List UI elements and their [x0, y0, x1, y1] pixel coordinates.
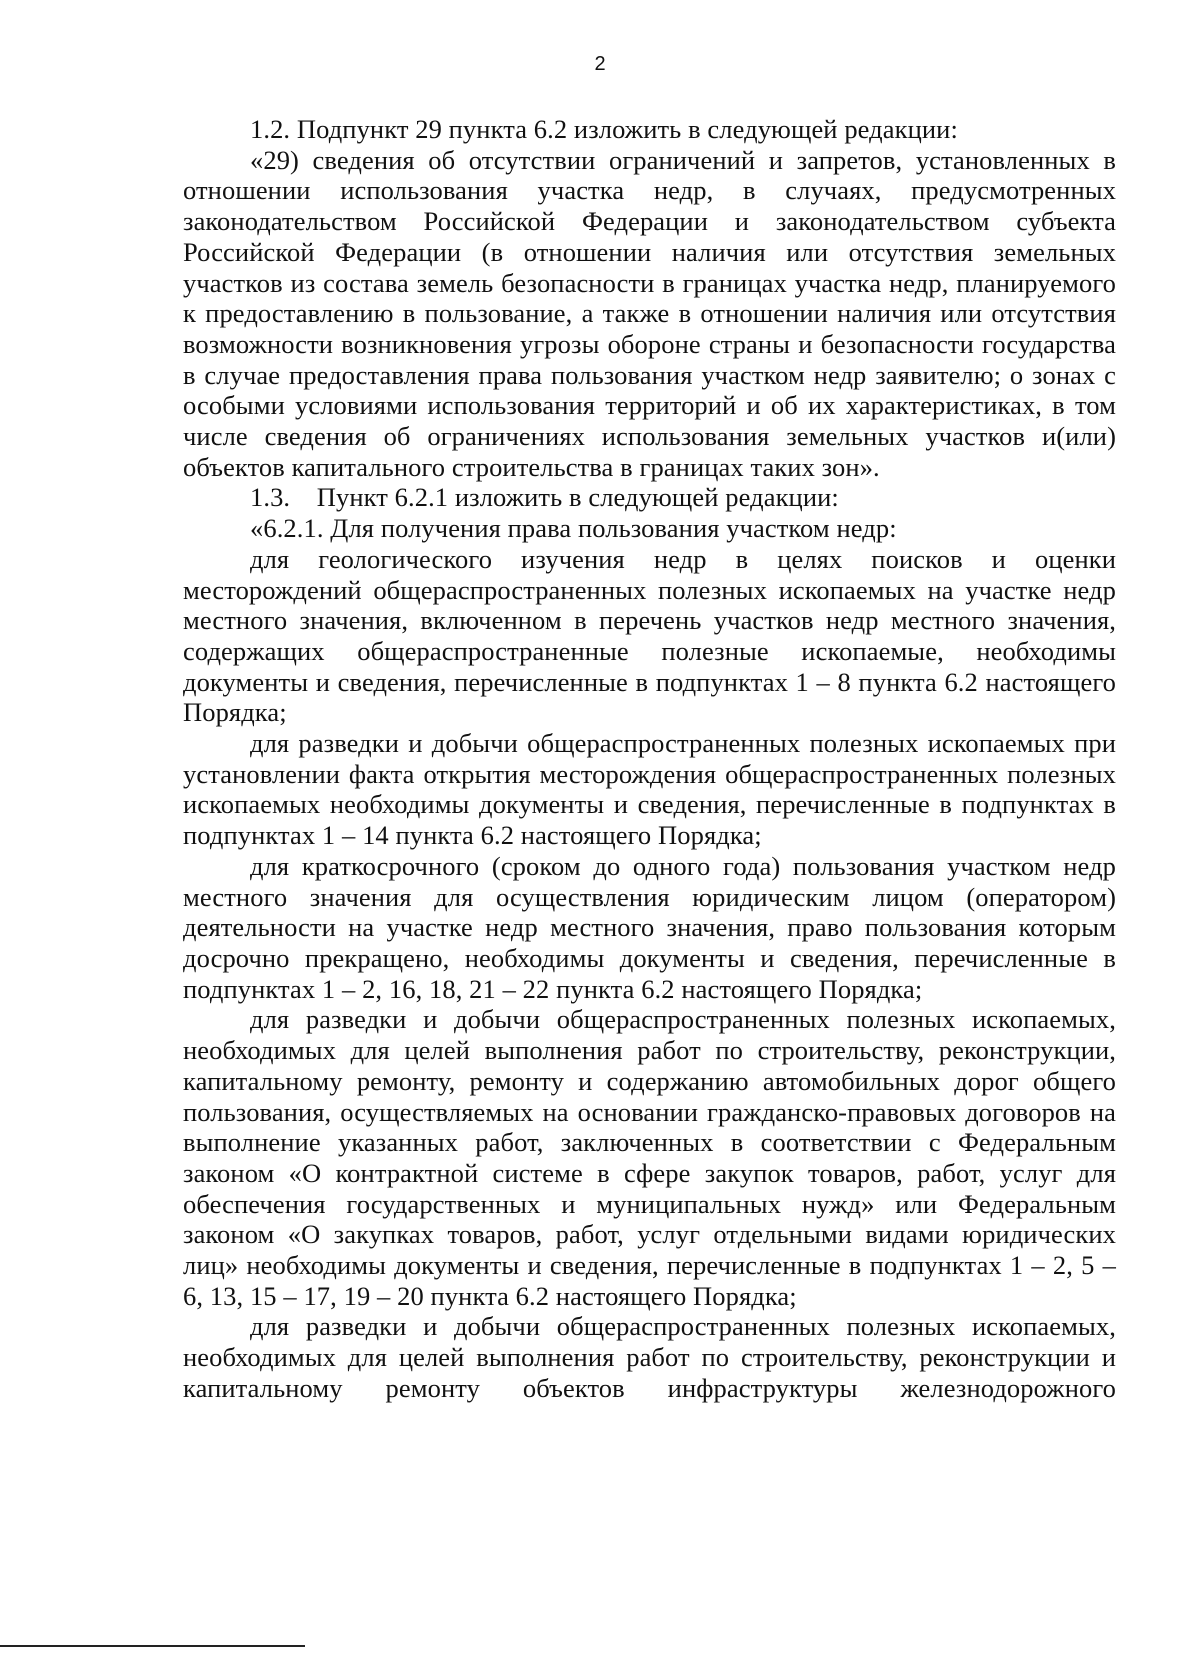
page-number: 2 — [594, 53, 606, 75]
paragraph-geological-study: для геологического изучения недр в целях поисков и оценки месторождений общераспространенных полезных ископаемых на участке недр местного значения, включенном в перечень участков недр местного значения, содержащих общераспространенные полезные ископаемые, необходимы документы и сведения, перечисленные в подпунктах 1 – 8 пункта 6.2 настоящего Порядка; — [183, 543, 1116, 728]
paragraph-1-2: 1.2. Подпункт 29 пункта 6.2 изложить в следующей редакции: — [250, 114, 958, 144]
paragraph-railway-infrastructure: для разведки и добычи общераспространенных полезных ископаемых, необходимых для целей выполнения работ по строительству, реконструкции и капитальному ремонту объектов инфраструктуры железнодорожного — [183, 1311, 1116, 1403]
document-body — [183, 114, 1116, 1404]
paragraph-6-2-1-intro: «6.2.1. Для получения права пользования участком недр: — [250, 513, 897, 544]
paragraph-1-3: 1.3. Пункт 6.2.1 изложить в следующей редакции: — [250, 482, 839, 513]
paragraph-short-term-use: для краткосрочного (сроком до одного года) пользования участком недр местного значения для осуществления юридическим лицом (оператором) деятельности на участке недр местного значения, право пользования которым досрочно прекращено, необходимы документы и сведения, перечисленные в подпунктах 1 – 2, 16, 18, 21 – 22 пункта 6.2 настоящего Порядка; — [183, 850, 1116, 1004]
paragraph-exploration-discovery: для разведки и добычи общераспространенных полезных ископаемых при установлении факта открытия месторождения общераспространенных полезных ископаемых необходимы документы и сведения, перечисленные в подпунктах в подпунктах 1 – 14 пункта 6.2 настоящего Порядка; — [183, 728, 1116, 851]
footer-rule — [0, 1645, 305, 1647]
paragraph-subitem-29: «29) сведения об отсутствии ограничений и запретов, установленных в отношении использования участка недр, в случаях, предусмотренных законодательством Российской Федерации и законодательством субъекта Российской Федерации (в отношении наличия или отсутствия земельных участков из состава земель безопасности в границах участка недр, планируемого к предоставлению в пользование, а также в отношении наличия или отсутствия возможности возникновения угрозы обороне страны и безопасности государства в случае предоставления права пользования участком недр заявителю; о зонах с особыми условиями использования территорий и об их характеристиках, в том числе сведения об ограничениях использования земельных участков и(или) объектов капитального строительства в границах таких зон». — [183, 144, 1116, 482]
paragraph-road-works: для разведки и добычи общераспространенных полезных ископаемых, необходимых для целей выполнения работ по строительству, реконструкции, капитальному ремонту, ремонту и содержанию автомобильных дорог общего пользования, осуществляемых на основании гражданско-правовых договоров на выполнение указанных работ, заключенных в соответствии с Федеральным законом «О контрактной системе в сфере закупок товаров, работ, услуг для обеспечения государственных и муниципальных нужд» или Федеральным законом «О закупках товаров, работ, услуг отдельными видами юридических лиц» необходимы документы и сведения, перечисленные в подпунктах 1 – 2, 5 – 6, 13, 15 – 17, 19 – 20 пункта 6.2 настоящего Порядка; — [183, 1004, 1116, 1311]
